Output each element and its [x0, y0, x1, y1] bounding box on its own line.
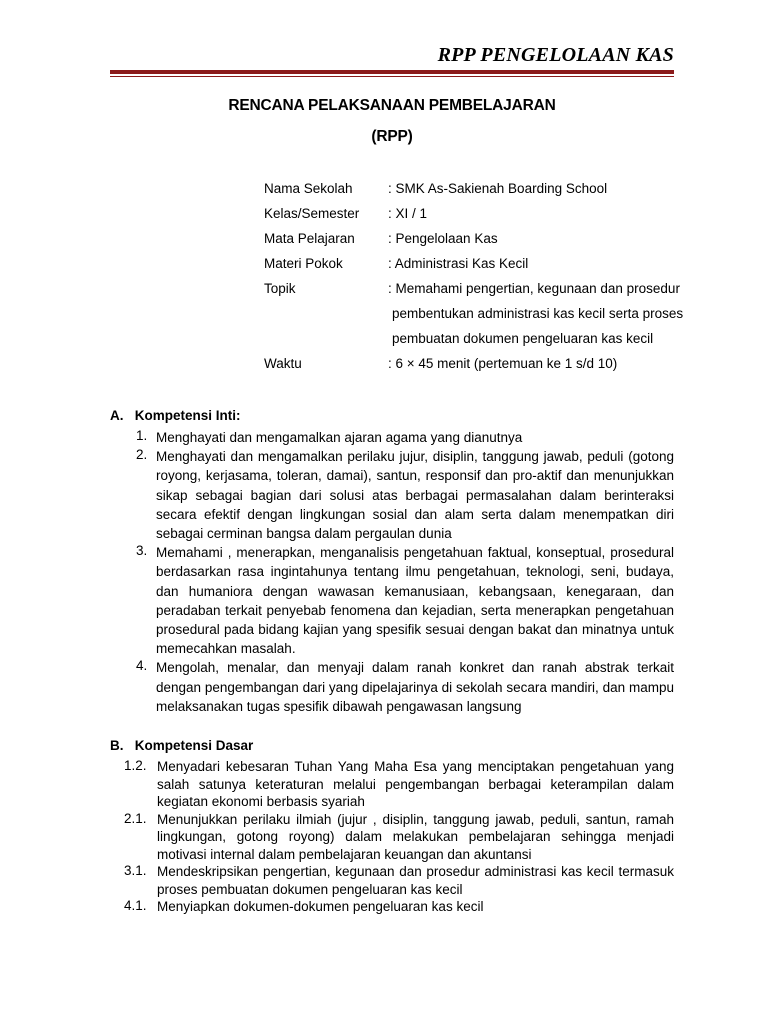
doc-title: RENCANA PELAKSANAAN PEMBELAJARAN	[228, 97, 556, 114]
info-row-waktu	[264, 356, 684, 381]
identity-table	[264, 181, 684, 381]
info-label: Kelas/Semester	[264, 206, 360, 221]
info-label: Nama Sekolah	[264, 181, 353, 196]
list-number: 1.2.	[124, 758, 147, 773]
info-row-sekolah	[264, 181, 684, 206]
kompetensi-dasar-list	[124, 758, 674, 916]
list-number: 2.1.	[124, 810, 147, 826]
info-value: : Administrasi Kas Kecil	[388, 256, 529, 271]
info-label: Waktu	[264, 356, 302, 371]
section-heading-kompetensi-inti: A. Kompetensi Inti:	[110, 408, 241, 423]
list-text: Menyadari kebesaran Tuhan Yang Maha Esa yang menciptakan pengetahuan yang salah satunya keteraturan melalui pengembangan berbagai keterampilan dalam kegiatan ekonomi berbasis syariah	[157, 759, 674, 809]
section-heading-kompetensi-dasar: B. Kompetensi Dasar	[110, 738, 254, 753]
list-item	[136, 658, 674, 716]
info-row-materi	[264, 256, 684, 281]
list-number: 4.1.	[124, 898, 147, 913]
list-text: Menghayati dan mengamalkan ajaran agama yang dianutnya	[156, 430, 523, 445]
list-text: Mendeskripsikan pengertian, kegunaan dan prosedur administrasi kas kecil termasuk proses pembuatan dokumen pengeluaran kas kecil	[157, 864, 674, 897]
list-item	[136, 447, 674, 543]
info-label: Topik	[264, 281, 296, 296]
info-value: : XI / 1	[388, 206, 428, 221]
list-item	[136, 428, 674, 447]
list-item	[124, 758, 674, 811]
list-item	[124, 811, 674, 864]
list-text: Menyiapkan dokumen-dokumen pengeluaran kas kecil	[157, 899, 484, 914]
info-value: : 6 × 45 menit (pertemuan ke 1 s/d 10)	[388, 356, 618, 371]
list-text: Menghayati dan mengamalkan perilaku jujur, disiplin, tanggung jawab, peduli (gotong royong, kerjasama, toleran, damai), santun, responsif dan pro-aktif dan menunjukkan sikap sebagai bagian dari solusi atas berbagai permasalahan dalam berinteraksi secara efektif dengan lingkungan sosial dan alam serta dalam menempatkan diri sebagai cerminan bangsa dalam pergaulan dunia	[156, 449, 674, 542]
info-row-kelas	[264, 206, 684, 231]
doc-subtitle: (RPP)	[371, 128, 413, 145]
list-number: 3.1.	[124, 863, 147, 878]
info-value: : SMK As-Sakienah Boarding School	[388, 181, 608, 196]
list-item	[124, 898, 674, 916]
info-value	[388, 281, 683, 356]
header-title: RPP PENGELOLAAN KAS	[437, 44, 674, 66]
header-rule-thick	[110, 70, 674, 74]
list-number: 2.	[136, 447, 148, 463]
list-text: Menunjukkan perilaku ilmiah (jujur , disiplin, tanggung jawab, peduli, santun, ramah lingkungan, gotong royong) dalam melakukan pembelajaran sehingga menjadi motivasi internal dalam pembelajaran keuangan dan akuntansi	[157, 811, 674, 862]
info-label: Materi Pokok	[264, 256, 343, 271]
topik-line: pembentukan administrasi kas kecil serta proses	[392, 306, 684, 321]
list-text: Memahami , menerapkan, menganalisis pengetahuan faktual, konseptual, prosedural berdasarkan rasa ingintahunya tentang ilmu pengetahuan, teknologi, seni, budaya, dan humaniora dengan wawasan kemanusiaan, kebangsaan, kenegaraan, dan peradaban terkait penyebab fenomena dan kejadian, serta menerapkan pengetahuan prosedural pada bidang kajian yang spesifik sesuai dengan bakat dan minatnya untuk memecahkan masalah.	[156, 545, 674, 657]
topik-line: : Memahami pengertian, kegunaan dan prosedur	[388, 281, 680, 296]
kompetensi-inti-list	[136, 428, 674, 716]
list-number: 1.	[136, 428, 148, 443]
info-row-mapel	[264, 231, 684, 256]
list-text: Mengolah, menalar, dan menyaji dalam ranah konkret dan ranah abstrak terkait dengan pengembangan dari yang dipelajarinya di sekolah secara mandiri, dan mampu melaksanakan tugas spesifik dibawah pengawasan langsung	[156, 660, 674, 714]
list-number: 3.	[136, 543, 148, 559]
info-label: Mata Pelajaran	[264, 231, 355, 246]
list-number: 4.	[136, 658, 148, 674]
info-value: : Pengelolaan Kas	[388, 231, 498, 246]
list-item	[124, 863, 674, 898]
header-rule-thin	[110, 76, 674, 77]
topik-line: pembuatan dokumen pengeluaran kas kecil	[392, 331, 654, 346]
list-item	[136, 543, 674, 658]
info-row-topik	[264, 281, 684, 356]
